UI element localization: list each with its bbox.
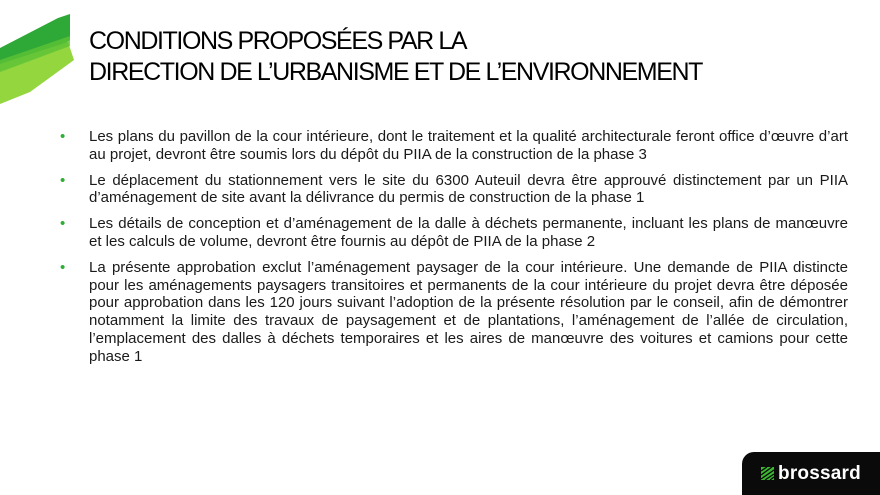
list-item-text: La présente approbation exclut l’aménagement paysager de la cour intérieure. Une demande de PIIA distincte pour les aménagements paysagers transitoires et permanents de la cour intérieure du projet devra être déposée pour approbation dans les 120 jours suivant l’adoption de la présente résolution par le conseil, afin de démontrer notamment la limite des travaux de paysagement et de plantations, l’aménagement de l’allée de circulation, l’emplacement des dalles à déchets temporaires et les aires de manœuvre des voitures et camions pour cette phase 1 <box>89 258 848 365</box>
brossard-logo-icon <box>761 467 774 480</box>
green-swoosh-decoration <box>0 14 80 104</box>
list-item <box>60 215 848 251</box>
bullet-icon: • <box>60 171 66 189</box>
conditions-list <box>60 128 848 374</box>
list-item <box>60 259 848 366</box>
slide-title-line-1: CONDITIONS PROPOSÉES PAR LA <box>89 27 467 55</box>
list-item <box>60 172 848 208</box>
bullet-icon: • <box>60 258 66 276</box>
slide-title-line-2: DIRECTION DE L’URBANISME ET DE L’ENVIRONNEMENT <box>89 58 703 86</box>
list-item-text: Le déplacement du stationnement vers le site du 6300 Auteuil devra être approuvé distinctement par un PIIA d’aménagement de site avant la délivrance du permis de construction de la phase 1 <box>89 171 848 207</box>
brand-footer <box>742 452 880 495</box>
list-item-text: Les plans du pavillon de la cour intérieure, dont le traitement et la qualité architecturale feront office d’œuvre d’art au projet, devront être soumis lors du dépôt du PIIA de la construction de la phase 3 <box>89 128 848 163</box>
slide-title <box>89 26 702 88</box>
brand-name: brossard <box>778 462 861 484</box>
list-item-text: Les détails de conception et d’aménagement de la dalle à déchets permanente, incluant les plans de manœuvre et les calculs de volume, devront être fournis au dépôt de PIIA de la phase 2 <box>89 215 848 250</box>
bullet-icon: • <box>60 128 66 145</box>
bullet-icon: • <box>60 215 66 233</box>
list-item <box>60 128 848 164</box>
